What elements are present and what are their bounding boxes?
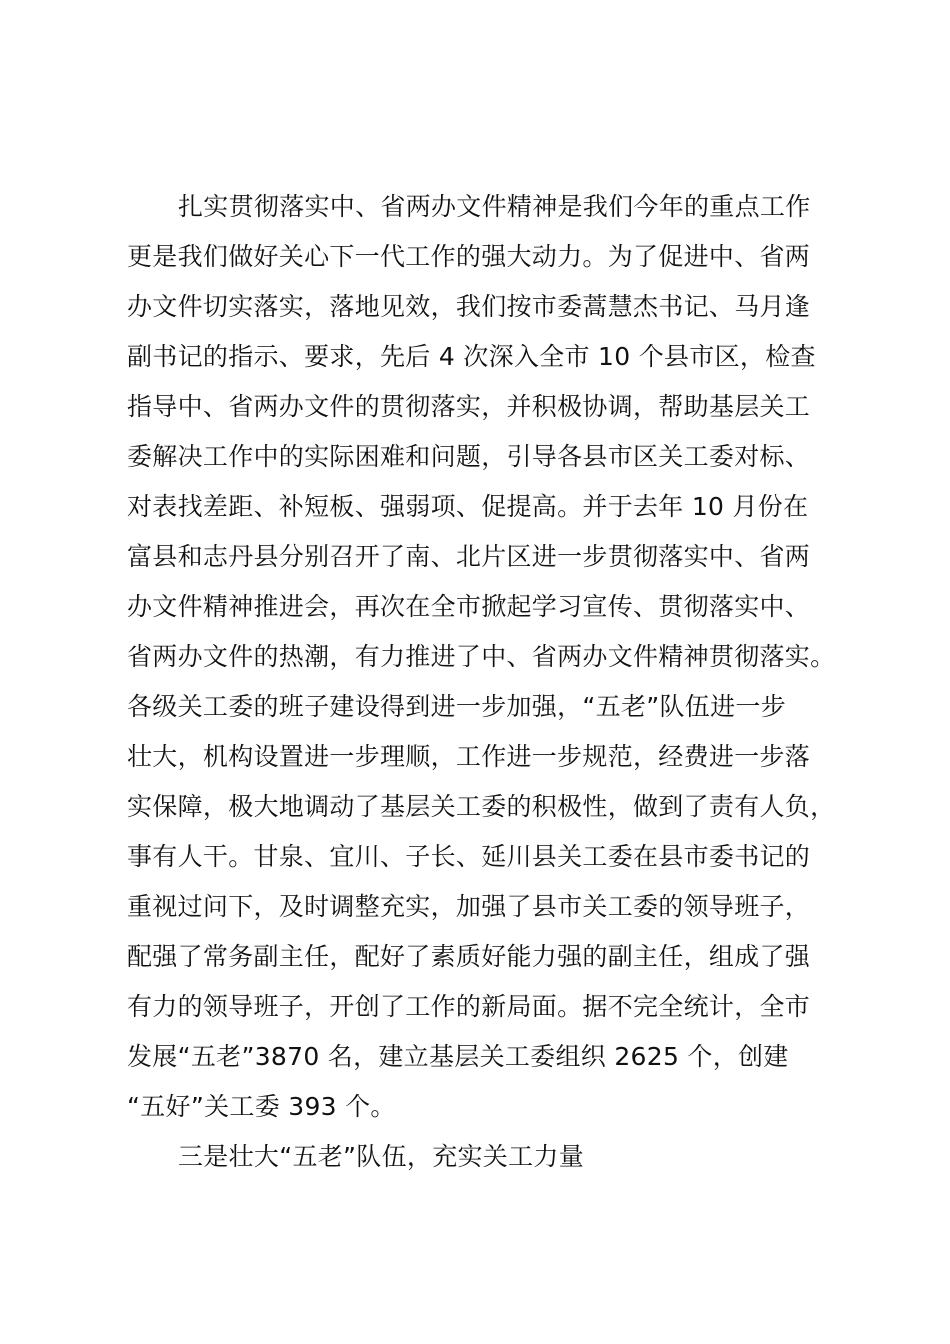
section-heading: 三是壮大“五老”队伍，充实关工力量 — [178, 1142, 585, 1171]
text-line: 有力的领导班子，开创了工作的新局面。据不完全统计，全市 — [127, 992, 811, 1021]
text-line: 壮大，机构设置进一步理顺，工作进一步规范，经费进一步落 — [127, 742, 811, 771]
text-line: 更是我们做好关心下一代工作的强大动力。为了促进中、省两 — [127, 242, 811, 271]
text-line: 办文件切实落实，落地见效，我们按市委蒿慧杰书记、马月逢 — [127, 292, 811, 321]
text-line: 富县和志丹县分别召开了南、北片区进一步贯彻落实中、省两 — [127, 542, 811, 571]
text-line: 省两办文件的热潮，有力推进了中、省两办文件精神贯彻落实。 — [127, 642, 836, 671]
text-line: “五好”关工委 393 个。 — [127, 1092, 396, 1121]
text-line: 发展“五老”3870 名，建立基层关工委组织 2625 个，创建 — [127, 1042, 789, 1071]
text-line: 事有人干。甘泉、宜川、子长、延川县关工委在县市委书记的 — [127, 842, 811, 871]
text-line: 对表找差距、补短板、强弱项、促提高。并于去年 10 月份在 — [127, 492, 809, 521]
text-line: 指导中、省两办文件的贯彻落实，并积极协调，帮助基层关工 — [127, 392, 811, 421]
text-line: 实保障，极大地调动了基层关工委的积极性，做到了责有人负， — [127, 792, 836, 821]
text-line: 副书记的指示、要求，先后 4 次深入全市 10 个县市区，检查 — [127, 342, 816, 371]
text-line: 委解决工作中的实际困难和问题，引导各县市区关工委对标、 — [127, 442, 811, 471]
text-line: 各级关工委的班子建设得到进一步加强，“五老”队伍进一步 — [127, 692, 787, 721]
text-line: 办文件精神推进会，再次在全市掀起学习宣传、贯彻落实中、 — [127, 592, 811, 621]
text-line: 扎实贯彻落实中、省两办文件精神是我们今年的重点工作 — [178, 192, 811, 221]
text-line: 重视过问下，及时调整充实，加强了县市关工委的领导班子， — [127, 892, 811, 921]
text-line: 配强了常务副主任，配好了素质好能力强的副主任，组成了强 — [127, 942, 811, 971]
